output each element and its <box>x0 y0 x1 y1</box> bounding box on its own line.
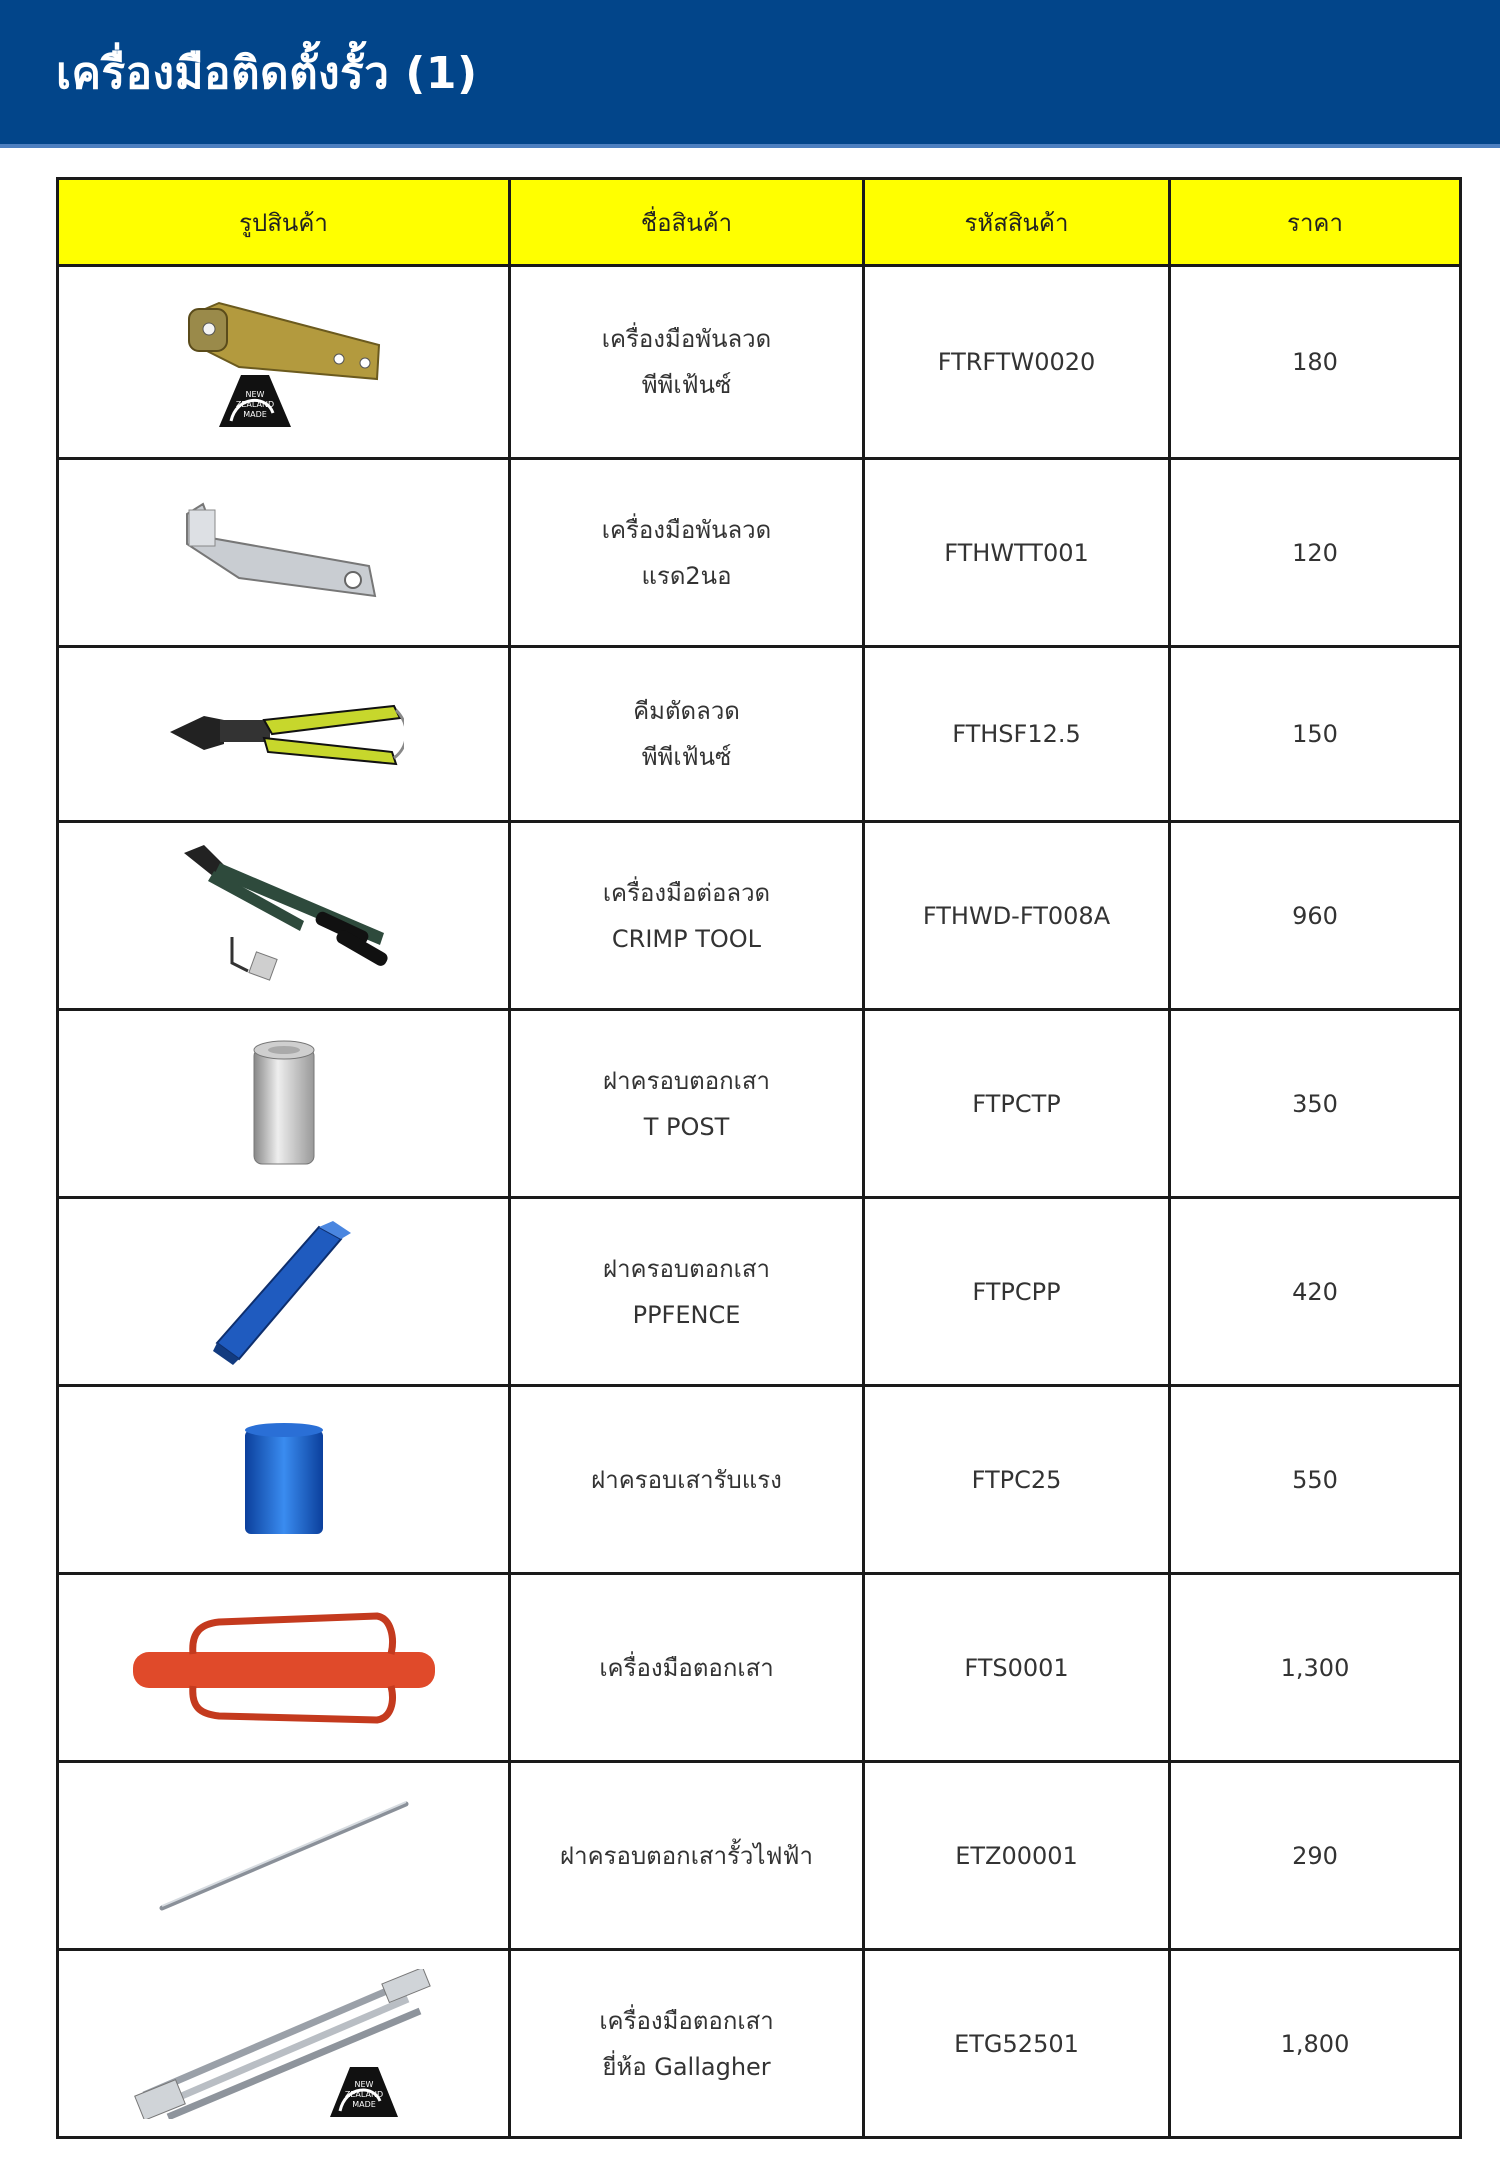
strainer-post-cap-icon <box>239 1420 329 1540</box>
product-image-cell <box>58 1762 510 1950</box>
ppfence-cap-icon <box>209 1217 359 1367</box>
header-image: รูปสินค้า <box>58 179 510 266</box>
table-row <box>58 1574 1461 1762</box>
product-code: FTHWD-FT008A <box>864 822 1170 1010</box>
product-price: 120 <box>1170 459 1461 647</box>
table-row <box>58 1386 1461 1574</box>
product-image-cell <box>58 1198 510 1386</box>
product-price: 180 <box>1170 266 1461 459</box>
table-row <box>58 1762 1461 1950</box>
product-name: คีมตัดลวด พีพีเฟ้นซ์ <box>510 647 864 822</box>
product-name: ฝาครอบตอกเสารั้วไฟฟ้า <box>510 1762 864 1950</box>
product-image-cell <box>58 1386 510 1574</box>
product-code: FTPCTP <box>864 1010 1170 1198</box>
product-code: ETZ00001 <box>864 1762 1170 1950</box>
product-image-cell <box>58 647 510 822</box>
badge-line-1: NEW <box>245 390 264 399</box>
header-code: รหัสสินค้า <box>864 179 1170 266</box>
badge-line-3: MADE <box>242 410 267 419</box>
electric-fence-rod-icon <box>154 1796 414 1916</box>
table-row <box>58 1950 1461 2138</box>
badge-line-3: MADE <box>351 2099 376 2109</box>
wire-twister-flat-icon <box>179 498 389 608</box>
product-name: ฝาครอบเสารับแรง <box>510 1386 864 1574</box>
product-name: ฝาครอบตอกเสา T POST <box>510 1010 864 1198</box>
table-row <box>58 647 1461 822</box>
table-row <box>58 1010 1461 1198</box>
page-title: เครื่องมือติดตั้งรั้ว (1) <box>56 48 478 99</box>
product-code: FTHWTT001 <box>864 459 1170 647</box>
table-row <box>58 266 1461 459</box>
badge-line-2: ZEALAND <box>235 400 274 409</box>
product-code: FTHSF12.5 <box>864 647 1170 822</box>
product-name: เครื่องมือตอกเสา ยี่ห้อ Gallagher <box>510 1950 864 2138</box>
badge-line-2: ZEALAND <box>344 2089 383 2099</box>
product-price: 960 <box>1170 822 1461 1010</box>
product-price: 420 <box>1170 1198 1461 1386</box>
product-price: 150 <box>1170 647 1461 822</box>
product-name: เครื่องมือตอกเสา <box>510 1574 864 1762</box>
product-price: 290 <box>1170 1762 1461 1950</box>
header-name: ชื่อสินค้า <box>510 179 864 266</box>
product-price: 1,300 <box>1170 1574 1461 1762</box>
product-image-cell <box>58 822 510 1010</box>
table-row <box>58 459 1461 647</box>
product-image-cell <box>58 1574 510 1762</box>
product-code: ETG52501 <box>864 1950 1170 2138</box>
gallagher-post-driver-icon <box>134 1969 434 2119</box>
crimp-tool-icon <box>174 841 394 991</box>
product-table <box>56 177 1462 2139</box>
product-image-cell <box>58 1010 510 1198</box>
product-price: 550 <box>1170 1386 1461 1574</box>
product-name: เครื่องมือพันลวด แรด2นอ <box>510 459 864 647</box>
product-name: เครื่องมือต่อลวด CRIMP TOOL <box>510 822 864 1010</box>
product-price: 350 <box>1170 1010 1461 1198</box>
product-image-cell <box>58 266 510 459</box>
wire-cutter-icon <box>164 694 404 774</box>
post-driver-icon <box>129 1608 439 1728</box>
product-code: FTPC25 <box>864 1386 1170 1574</box>
table-row <box>58 822 1461 1010</box>
product-price: 1,800 <box>1170 1950 1461 2138</box>
page-header <box>0 0 1500 148</box>
product-name: ฝาครอบตอกเสา PPFENCE <box>510 1198 864 1386</box>
table-row <box>58 1198 1461 1386</box>
product-name: เครื่องมือพันลวด พีพีเฟ้นซ์ <box>510 266 864 459</box>
badge-line-1: NEW <box>354 2079 373 2089</box>
header-price: ราคา <box>1170 179 1461 266</box>
product-code: FTS0001 <box>864 1574 1170 1762</box>
product-code: FTRFTW0020 <box>864 266 1170 459</box>
product-image-cell <box>58 459 510 647</box>
table-header-row <box>58 179 1461 266</box>
product-image-cell <box>58 1950 510 2138</box>
t-post-cap-icon <box>244 1034 324 1174</box>
wire-twister-tool-icon <box>179 297 389 427</box>
product-code: FTPCPP <box>864 1198 1170 1386</box>
